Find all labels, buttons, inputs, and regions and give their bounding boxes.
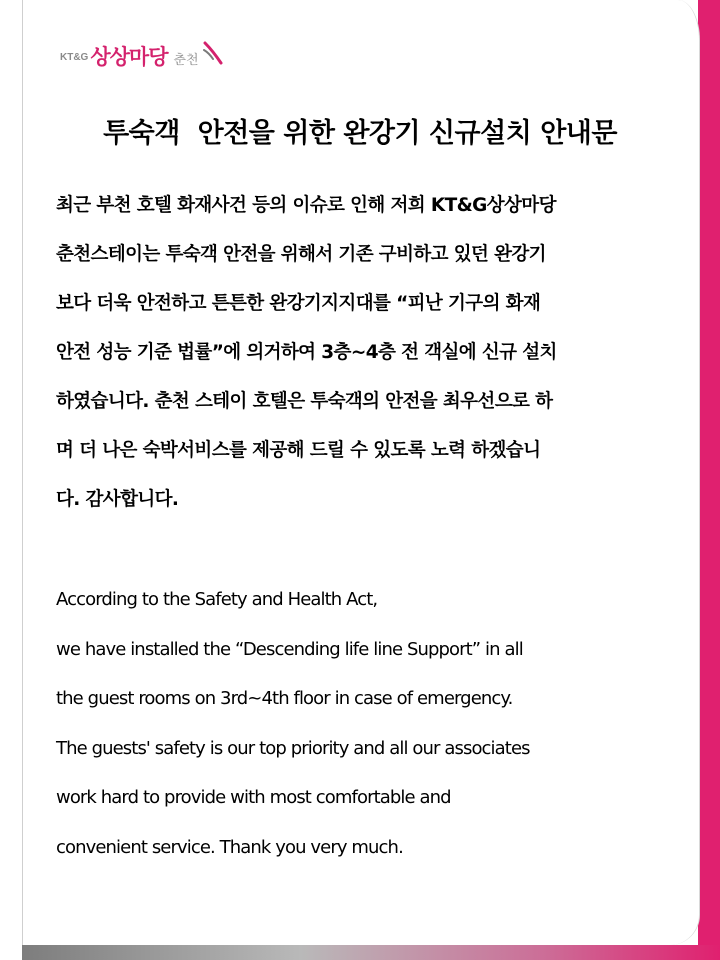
- korean-line: 며 더 나은 숙박서비스를 제공해 드릴 수 있도록 노력 하겠습니: [56, 440, 541, 461]
- logo-swoosh-icon: [203, 41, 223, 65]
- korean-line: 하였습니다. 춘천 스테이 호텔은 투숙객의 안전을 최우선으로 하: [56, 391, 553, 412]
- english-line: work hard to provide with most comfortable and: [56, 787, 451, 808]
- logo-ktg-text: KT&G: [60, 51, 89, 63]
- korean-line: 최근 부천 호텔 화재사건 등의 이슈로 인해 저희 KT&G상상마당: [56, 195, 556, 216]
- korean-line: 안전 성능 기준 법률”에 의거하여 3층~4층 전 객실에 신규 설치: [56, 342, 557, 363]
- english-line: we have installed the “Descending life line Support” in all: [56, 638, 523, 660]
- english-notice-body: [56, 580, 668, 877]
- english-line: The guests' safety is our top priority and all our associates: [56, 737, 530, 759]
- bottom-gradient-bar: [22, 945, 720, 960]
- logo-brand-text: 상상마당: [90, 45, 168, 69]
- english-line: the guest rooms on 3rd~4th floor in case of emergency.: [56, 688, 513, 709]
- logo-sub-text: 춘천: [173, 52, 199, 68]
- korean-notice-body: [56, 186, 666, 529]
- notice-title: 투숙객 안전을 위한 완강기 신규설치 안내문: [103, 118, 617, 149]
- korean-line: 보다 더욱 안전하고 튼튼한 완강기지지대를 “피난 기구의 화재: [56, 293, 541, 314]
- ktg-sangsang-madang-logo: [60, 36, 223, 76]
- english-line: convenient service. Thank you very much.: [56, 836, 403, 858]
- english-line: According to the Safety and Health Act,: [56, 589, 378, 610]
- korean-line: 춘천스테이는 투숙객 안전을 위해서 기존 구비하고 있던 완강기: [56, 244, 546, 265]
- korean-line: 다. 감사합니다.: [56, 489, 179, 510]
